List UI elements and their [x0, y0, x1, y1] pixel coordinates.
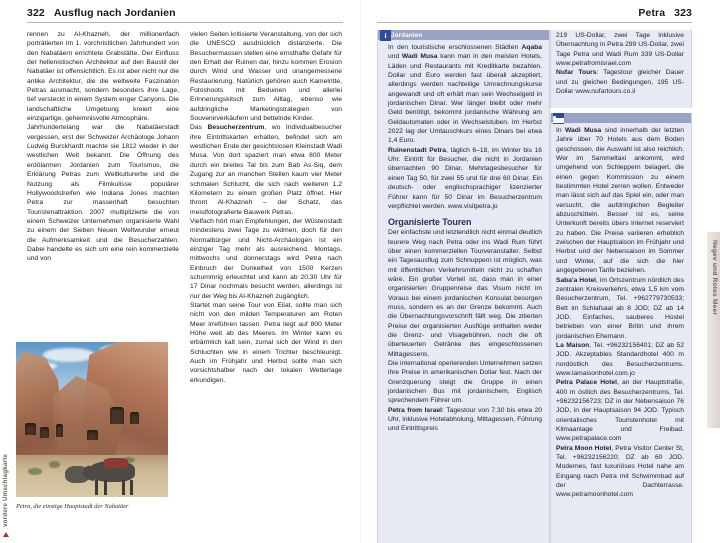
paragraph: Jahrhundertelang war die Nabatäerstadt vergessen, erst der Schweizer Archäologe Johann Ludwig Burckhardt machte sie 1812 wieder in der westlichen Welt bekannt. Die Öffnung des erdölarmen Jordanien zum Tourismus, die Erklärung Petras zum Weltkulturerbe und die Nutzung als Filmkulisse populärer Hollywoodstreifen wie Indiana Jones machten Petra zur massenhaft besuchten Touristenattraktion. 2007 multiplizierte die von einem Schweizer Unternehmen organisierte Wahl zu einem der Sieben Neuen Weltwunder erneut die Aufmerksamkeit und die Besucherzahlen. Dabei handelte es sich um eine rein kommerzielle und von: [27, 124, 179, 263]
photo-scrub: [28, 468, 42, 476]
right-head-rule: [377, 22, 692, 23]
text-rest: , wo Individualbesucher ihre Eintrittskarten erhalten, befindet sich am westlichen Ende der gesichtslosen Kleinstadt Wadi Musa. Von dort spaziert man etwa 800 Meter durch ein breites Tal bis zum Bab As-Siq, dem Zugang zur an manchen Stellen kaum vier Meter schmalen Schlucht, die sich nach weiteren 1,2 Kilometern zu einem großen Platz öffnet. Hier thront Al-Khazneh – der Schatz, das meistfotografierte Bauwerk Petras.: [190, 124, 342, 216]
left-thumb-tab[interactable]: [0, 352, 13, 543]
hotel-name-la-maison: La Maison: [556, 341, 590, 349]
bed-icon-base: [553, 121, 564, 122]
paragraph-hotels-intro: [556, 126, 684, 276]
photo-cave: [40, 427, 49, 438]
photo-cave: [87, 430, 98, 439]
info-box-jordanien-col2: [550, 30, 692, 108]
photo-cave: [110, 407, 124, 424]
photo-cave: [56, 424, 64, 436]
photo-donkey-leg: [95, 480, 98, 496]
right-thumb-tab-label: Negev und Rotes Meer: [711, 240, 718, 316]
info-box-jordanien-titlebar: [378, 30, 549, 40]
paragraph-nufar-tours: [556, 68, 684, 96]
term-besucherzentrum: Besucherzentrum: [207, 124, 265, 132]
text: kann man in den meisten Hotels, Läden und Restaurants mit Kreditkarte bezahlen. Dollar und Euro werden fast überall akzeptiert, allerdings werden nachteilige Umrechnungskurse angewandt und oft erhält man sein Wechselgeld in jordanischen Dinar. Wer länger bleibt oder mehr Geld benötigt, bekommt jordanische Währung am Geldautomaten oder in Wechselstuben. Im Herbst 2022 lag der Umtauschkurs eines Dinars bei etwa 1,4 Euro.: [388, 53, 542, 145]
page-gutter: [360, 0, 361, 543]
photo-donkey-leg: [122, 480, 125, 496]
bed-icon: [553, 113, 564, 124]
text: , an der Hauptstraße, 400 m östlich des Besucherzentrums, Tel. +96232156723; DZ in der Nebensaison 76 JOD, in der Hauptsaison 94 JOD. Typisch orientalisches Touristenhotel mit Klimaanlage und Freibad. www.petrapalace.com: [556, 379, 684, 443]
paragraph: vielen Seiten kritisierte Veranstaltung, von der sich die UNESCO ausdrücklich distanzierte. Die Besuchermassen stellen eine ernsthafte Gefahr für den Erhalt der Ruinen dar, hinzu kommen Erosion durch Wind und Wasser und unangemessene Restaurierung. Natürlich gehören auch Kamelritte, Fotoshoots mit Beduinen und allerlei Erinnerungskitsch zum Alltag, ebenso wie aufdringliche Marketingstrategien von Souvenirverkäufern und bettelnde Kinder.: [190, 31, 342, 123]
photo-donkey-leg: [104, 480, 107, 496]
text: In den touristische erschlossenen Städten: [388, 44, 522, 51]
hotel-name-petra-palace: Petra Palace Hotel: [556, 379, 617, 387]
info-box-jordanien: [377, 30, 550, 543]
photo-cave: [130, 412, 139, 424]
text: , täglich 6–18, im Winter bis 16 Uhr. Eintritt für Besucher, die nicht in Jordanien übernachten 90 Dinar, Mehrtagesbesucher für einen Tag 50, für zwei 55 und für drei 60 Dinar. Ein deutsch- oder englischsprachiger lizenzierter Führer kann für 50 Dinar im Besucherzentrum verpflichtet werden. www.visitpetra.jo: [388, 146, 543, 210]
left-text-columns: [27, 30, 343, 385]
photo-donkey-saddle: [104, 458, 128, 467]
left-column-1: [27, 30, 179, 385]
info-icon-glyph: i: [384, 30, 387, 40]
text: In: [556, 127, 565, 134]
paragraph-ruinenstadt: [388, 146, 542, 211]
text-lead: Das: [190, 124, 208, 132]
text: , Tel. +96232156401; DZ ab 52 JOD. Akzeptables Standardhotel 400 m nordöstlich des Besucherzentrums. www.lamaisonhotel.com.jo: [556, 341, 684, 377]
text: : Tagestour von 7.30 bis etwa 20 Uhr, inklusive Hotelabholung, Mittagessen, Führung und Eintrittspreis: [388, 406, 542, 433]
operator-nufar-tours: Nufar Tours: [556, 69, 597, 77]
info-icon: [380, 30, 391, 41]
paragraph: Die international operierenden Unternehmen setzen ihre Preise in amerikanischen Dollar fest. Nach der Grenzquerung steigt die Gruppe in einen jordanischen Bus mit jordanischem, Englisch sprechendem Führer um.: [388, 360, 542, 405]
bed-icon-glyph: [553, 114, 564, 123]
info-box-jordanien-title: Jordanien: [391, 31, 423, 39]
right-folio: 323: [674, 7, 692, 19]
petra-photo: [16, 342, 168, 497]
hotel-entry-petra-palace: [556, 378, 684, 443]
paragraph-petra-from-israel: [388, 406, 542, 434]
left-folio: 322: [27, 7, 45, 19]
bed-icon-mattress: [556, 118, 564, 121]
left-column-2: [190, 30, 342, 385]
paragraph-besucherzentrum: [190, 123, 342, 216]
hotel-name-sabaa: Saba'a Hotel: [556, 276, 597, 284]
hotel-entry-sabaa: [556, 276, 684, 341]
text: , im Ortszentrum nördlich des zentralen Kreisverkehrs, etwa 1,5 km vom Besucherzentrum, Tel. +962779730533; Bett im Schlafsaal ab 8 JOD; DZ ab 14 JOD. Einfaches, sauberes Hostel betrieben von einer Britin und ihrem jordanischen Ehemann.: [556, 276, 684, 340]
left-thumb-tab-label: vordere Umschlagkarte: [2, 454, 9, 527]
subheading-organisierte-touren: Organisierte Touren: [388, 217, 472, 228]
paragraph: Der einfachste und letztendlich nicht einmal deutlich teurere Weg nach Petra oder ins Wadi Rum führt über einen kommerziellen Tourveranstalter. Selbst ein Tagesausflug zum Schnuppern ist möglich, was mit öffentlichen Verkehrsmitteln nicht zu schaffen wäre. Ein großer Vorteil ist, dass man in einer organisierten Gruppenreise das Visum nicht im Voraus bei einem jordanischen Konsulat besorgen muss, sondern es an der Grenze bekommt. Auch die Übernachtungsvorschrift fällt weg. Die zitierten Preise der organisierten Ausflüge enthalten weder die Grenz- und Visagebühren, noch die oft überteuerten Getränke des eingeschlossenen Mittagessens.: [388, 229, 542, 358]
hotel-entry-petra-moon: [556, 444, 684, 500]
info-box-jordanien-col1: [378, 40, 549, 439]
right-thumb-tab[interactable]: [707, 232, 720, 428]
left-running-head: [27, 7, 176, 19]
right-running-title: Petra: [638, 7, 666, 19]
text: : Tagestour gleicher Dauer und zu gleichen Bedingungen, 195 US-Dollar www.nufartours.co.il: [556, 69, 685, 96]
place-wadi-musa: Wadi Musa: [401, 53, 438, 61]
triangle-marker-icon: [3, 532, 9, 537]
paragraph: 219 US-Dollar, zwei Tage inklusive Übernachtung in Petra 299 US-Dollar, zwei Tage Petra und Wadi Rum 339 US-Dollar www.petrafromisrael.com: [556, 32, 684, 68]
info-box-hotels: [550, 113, 692, 543]
hotel-name-petra-moon: Petra Moon Hotel: [556, 444, 612, 452]
photo-cave: [25, 423, 36, 435]
place-aqaba: Aqaba: [521, 44, 542, 51]
left-head-rule: [27, 22, 343, 23]
left-running-title: Ausflug nach Jordanien: [53, 7, 176, 19]
paragraph: rennen zu Al-Khazneh, der millionenfach porträtierten im 1. vorchristlichen Jahrhundert von den Nabatäern errichtete Grabstätte. Der Einfluss der hellenistischen Architektur auf den Baustil der Nabatäer ist offensichtlich. Es ist aber nicht nur die antike Architektur, die die weltweite Faszination Petras ausmacht, sondern besonders ihre Lage, tief versteckt in einem System enger Canyons. Die landschaftliche Umgebung kreiert eine einzigartige, geheimnisvolle Atmosphäre.: [27, 31, 179, 123]
term-ruinenstadt-petra: Ruinenstadt Petra: [388, 146, 446, 154]
operator-petra-from-israel: Petra from Israel: [388, 406, 443, 414]
petra-photo-block: [16, 342, 168, 511]
right-page: [360, 0, 720, 543]
paragraph: Startet man seine Tour von Eilat, sollte man sich nicht von den milden Temperaturen am Roten Meer irreführen lassen. Petra liegt auf 800 Meter Höhe weit ab des Meeres. Im Winter kann es erbärmlich kalt sein, zumal sich der Wind in den Schluchten wie in einem Trichter beschleunigt. Auch im Frühjahr und Herbst sollte man sich vorsichtshalber nach der lokalen Wetterlage erkundigen.: [190, 301, 342, 384]
hotel-entry-la-maison: [556, 341, 684, 378]
text: sind innerhalb der letzten Jahre über 70 Hotels aus dem Boden geschossen, die Auswahl ist also reichlich. Wer im Sammeltaxi ankommt, wird umgehend von Schleppern belagert, die einen gegen Kommission zu einem bestimmten Hotel zerren wollen. Entweder man lässt sich auf das Spiel ein, oder man versucht, die aufdringlichen Begleiter abzuschütteln. Besser ist es, seine Unterkunft bereits übers Internet reserviert zu haben. Die Preise variieren erheblich zwischen der Hauptsaison im Frühjahr und Herbst und der Nebensaison im Sommer und Winter, auf die sich die hier angegebenen Tarife beziehen.: [556, 127, 684, 275]
photo-caption: Petra, die einstige Hauptstadt der Nabatäer: [16, 503, 129, 510]
info-box-hotels-body: [551, 123, 691, 505]
right-running-head: [638, 7, 692, 19]
photo-scrub: [49, 461, 60, 467]
paragraph: Vielfach hört man Empfehlungen, der Wüstenstadt mindestens zwei Tage zu widmen, doch für den Normalbürger und Nicht-Archäologen ist ein einziger Tag mehr als ausreichend. Montags, mittwochs und donnerstags wird Petra nach Einbruch der Dunkelheit von 1500 Kerzen schummrig erleuchtet und kann ab 20.30 Uhr für 17 Dinar nochmals besucht werden, allerdings ist nur der Weg bis Al-Khazneh zugänglich.: [190, 217, 342, 300]
paragraph-currency: [388, 43, 542, 146]
text: und: [388, 53, 402, 61]
text: , Petra Visitor Center St, Tel. +96232156220; DZ ab 60 JOD. Modernes, fast luxuriöses Hotel nahe am Eingang nach Petra mit Schwimmbad auf der Dachterrasse. www.petramoonhotel.com: [556, 444, 684, 499]
info-box-hotels-titlebar: [551, 113, 691, 123]
photo-donkey-leg: [130, 480, 133, 496]
place-wadi-musa: Wadi Musa: [564, 127, 602, 134]
